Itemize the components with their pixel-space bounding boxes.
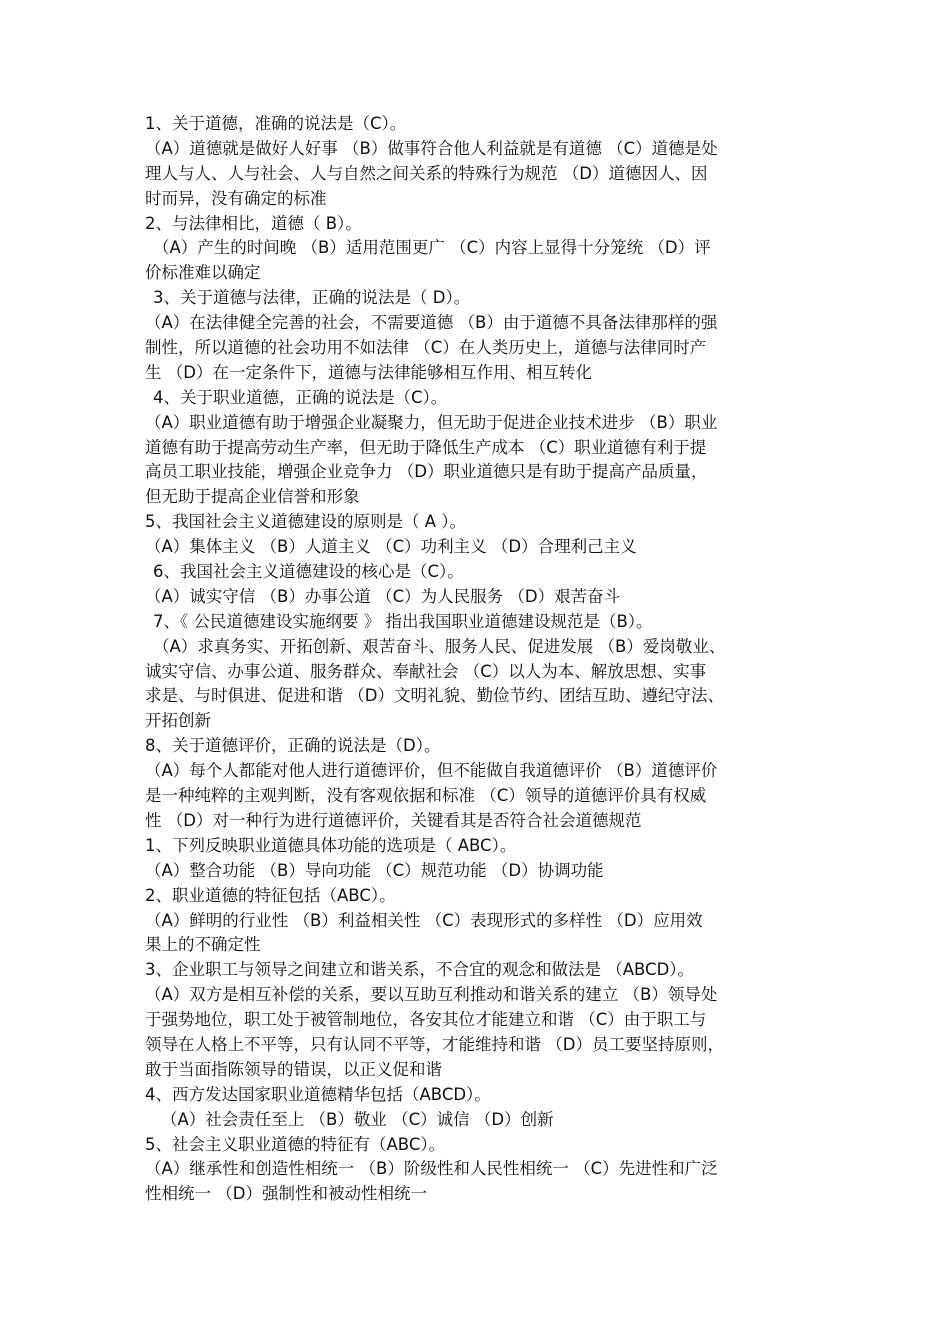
question-stem: 6、我国社会主义道德建设的核心是（C）。: [153, 562, 464, 582]
answer-options: （A）社会责任至上 （B）敬业 （C）诚信 （D）创新: [161, 1109, 554, 1129]
answer-options: 时而异，没有确定的标准: [145, 188, 327, 208]
answer-options: 诚实守信、办事公道、服务群众、奉献社会 （C）以人为本、解放思想、实事: [145, 661, 707, 681]
answer-options: （A）鲜明的行业性 （B）利益相关性 （C）表现形式的多样性 （D）应用效: [145, 910, 703, 930]
answer-options: 是一种纯粹的主观判断，没有客观依据和标准 （C）领导的道德评价具有权威: [145, 786, 707, 806]
question-stem: 4、西方发达国家职业道德精华包括（ABCD）。: [145, 1084, 491, 1104]
answer-options: 敢于当面指陈领导的错误，以正义促和谐: [145, 1059, 442, 1079]
answer-options: （A）集体主义 （B）人道主义 （C）功利主义 （D）合理利己主义: [145, 537, 637, 557]
question-stem: 3、关于道德与法律，正确的说法是（ D）。: [153, 288, 471, 308]
question-stem: 3、企业职工与领导之间建立和谐关系，不合宜的观念和做法是 （ABCD）。: [145, 960, 695, 980]
answer-options: 但无助于提高企业信誉和形象: [145, 487, 360, 507]
question-stem: 5、我国社会主义道德建设的原则是（ A ）。: [145, 512, 467, 532]
answer-options: 于强势地位，职工处于被管制地位，各安其位才能建立和谐 （C）由于职工与: [145, 1010, 707, 1030]
answer-options: 理人与人、人与社会、人与自然之间关系的特殊行为规范 （D）道德因人、因: [145, 163, 708, 183]
answer-options: 性相统一 （D）强制性和被动性相统一: [145, 1184, 427, 1204]
question-stem: 8、关于道德评价，正确的说法是（D）。: [145, 736, 441, 756]
question-stem: 7、《 公民道德建设实施纲要 》 指出我国职业道德建设规范是（B）。: [153, 611, 653, 631]
answer-options: （A）在法律健全完善的社会，不需要道德 （B）由于道德不具备法律那样的强: [145, 313, 718, 333]
answer-options: 制性，所以道德的社会功用不如法律 （C）在人类历史上，道德与法律同时产: [145, 338, 707, 358]
document-page: [145, 112, 813, 1207]
answer-options: 高员工职业技能，增强企业竞争力 （D）职业道德只是有助于提高产品质量，: [145, 462, 708, 482]
answer-options: （A）道德就是做好人好事 （B）做事符合他人利益就是有道德 （C）道德是处: [145, 138, 718, 158]
answer-options: 领导在人格上不平等，只有认同不平等，才能维持和谐 （D）员工要坚持原则，: [145, 1034, 724, 1054]
question-stem: 2、职业道德的特征包括（ABC）。: [145, 885, 396, 905]
answer-options: （A）继承性和创造性相统一 （B）阶级性和人民性相统一 （C）先进性和广泛: [145, 1159, 718, 1179]
answer-options: （A）双方是相互补偿的关系，要以互助互利推动和谐关系的建立 （B）领导处: [145, 985, 718, 1005]
answer-options: 性 （D）对一种行为进行道德评价，关键看其是否符合社会道德规范: [145, 810, 642, 830]
answer-options: （A）产生的时间晚 （B）适用范围更广 （C）内容上显得十分笼统 （D）评: [153, 238, 711, 258]
answer-options: （A）每个人都能对他人进行道德评价，但不能做自我道德评价 （B）道德评价: [145, 761, 718, 781]
answer-options: 果上的不确定性: [145, 935, 261, 955]
answer-options: （A）求真务实、开拓创新、艰苦奋斗、服务人民、促进发展 （B）爱岗敬业、: [153, 636, 726, 656]
answer-options: （A）整合功能 （B）导向功能 （C）规范功能 （D）协调功能: [145, 860, 604, 880]
answer-options: 开拓创新: [145, 711, 211, 731]
answer-options: （A）职业道德有助于增强企业凝聚力，但无助于促进企业技术进步 （B）职业: [145, 412, 718, 432]
question-stem: 4、关于职业道德，正确的说法是（C）。: [153, 387, 448, 407]
question-stem: 1、关于道德，准确的说法是（C）。: [145, 114, 407, 133]
question-stem: 2、与法律相比，道德（ B）。: [145, 213, 362, 233]
answer-options: 道德有助于提高劳动生产率，但无助于降低生产成本 （C）职业道德有利于提: [145, 437, 707, 457]
answer-options: 求是、与时俱进、促进和谐 （D）文明礼貌、勤俭节约、团结互助、遵纪守法、: [145, 686, 724, 706]
answer-options: 生 （D）在一定条件下，道德与法律能够相互作用、相互转化: [145, 362, 592, 382]
answer-options: 价标准难以确定: [145, 263, 261, 283]
question-stem: 5、社会主义职业道德的特征有（ABC）。: [145, 1134, 446, 1154]
question-stem: 1、下列反映职业道德具体功能的选项是（ ABC）。: [145, 835, 517, 855]
answer-options: （A）诚实守信 （B）办事公道 （C）为人民服务 （D）艰苦奋斗: [145, 586, 621, 606]
